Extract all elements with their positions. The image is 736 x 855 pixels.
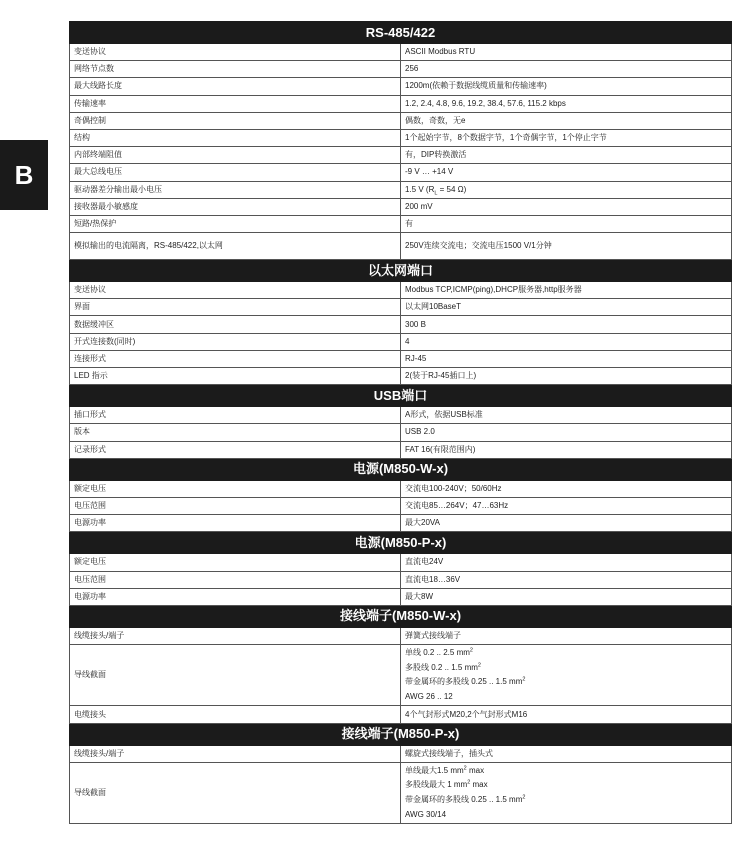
spec-label: 线缆接头/端子 <box>70 627 401 644</box>
value-line <box>405 675 727 690</box>
section-terminal-w <box>70 605 732 723</box>
spec-label: 电压范围 <box>70 497 401 514</box>
spec-value: 4 <box>401 333 732 350</box>
value-superscript: 2 <box>463 765 467 772</box>
spec-label: 界面 <box>70 299 401 316</box>
spec-label: 连接形式 <box>70 350 401 367</box>
value-superscript: 2 <box>467 779 471 786</box>
spec-value: 有 <box>401 215 732 232</box>
spec-value: 1.2, 2.4, 4.8, 9.6, 19.2, 38.4, 57.6, 115.2 kbps <box>401 95 732 112</box>
spec-value: Modbus TCP,ICMP(ping),DHCP服务器,http服务器 <box>401 282 732 299</box>
value-line <box>405 646 727 661</box>
value-line <box>405 778 727 793</box>
section-title-rs485: RS-485/422 <box>70 22 732 44</box>
section-ethernet <box>70 260 732 385</box>
spec-label: 变送协议 <box>70 44 401 61</box>
spec-value-multiline <box>401 645 732 706</box>
spec-label: 导线截面 <box>70 762 401 823</box>
value-text: 单线 0.2 .. 2.5 mm <box>405 648 470 658</box>
spec-table <box>69 21 732 824</box>
spec-label: 开式连接数(同时) <box>70 333 401 350</box>
spec-value: 200 mV <box>401 198 732 215</box>
spec-value: 偶数，奇数，无e <box>401 112 732 129</box>
spec-label: 内部终端阻值 <box>70 147 401 164</box>
section-title-ethernet: 以太网端口 <box>70 260 732 282</box>
section-title-terminal-p: 接线端子(M850-P-x) <box>70 723 732 745</box>
value-text: 单线最大1.5 mm <box>405 765 464 775</box>
spec-value: A形式，依据USB标准 <box>401 407 732 424</box>
spec-value: 2(装于RJ-45插口上) <box>401 368 732 385</box>
section-power-p <box>70 532 732 606</box>
section-power-w <box>70 458 732 532</box>
spec-value: 256 <box>401 61 732 78</box>
value-line <box>405 690 727 705</box>
spec-label: 变送协议 <box>70 282 401 299</box>
spec-label: 数据缓冲区 <box>70 316 401 333</box>
value-line <box>405 808 727 823</box>
section-title-power-p: 电源(M850-P-x) <box>70 532 732 554</box>
spec-value: 最大20VA <box>401 515 732 532</box>
spec-value: 1200m(依赖于数据线缆质量和传输速率) <box>401 78 732 95</box>
spec-value: 交流电100-240V；50/60Hz <box>401 480 732 497</box>
value-text: max <box>466 765 485 775</box>
spec-value: USB 2.0 <box>401 424 732 441</box>
spec-label: 线缆接头/端子 <box>70 745 401 762</box>
section-usb <box>70 385 732 459</box>
spec-label: LED 指示 <box>70 368 401 385</box>
spec-value: 最大8W <box>401 588 732 605</box>
spec-value: FAT 16(有限范围内) <box>401 441 732 458</box>
spec-value <box>401 181 732 198</box>
section-title-power-w: 电源(M850-W-x) <box>70 458 732 480</box>
spec-label: 额定电压 <box>70 480 401 497</box>
value-text: 多股线最大 1 mm <box>405 780 468 790</box>
spec-value: 弹簧式接线端子 <box>401 627 732 644</box>
section-title-usb: USB端口 <box>70 385 732 407</box>
spec-label: 驱动器差分输出最小电压 <box>70 181 401 198</box>
spec-value: -9 V … +14 V <box>401 164 732 181</box>
spec-label: 电源功率 <box>70 515 401 532</box>
spec-value: 4个气封形式M20,2个气封形式M16 <box>401 706 732 723</box>
spec-value: ASCII Modbus RTU <box>401 44 732 61</box>
spec-label: 额定电压 <box>70 554 401 571</box>
spec-value-multiline <box>401 762 732 823</box>
value-text: AWG 26 .. 12 <box>405 691 453 701</box>
spec-label: 奇偶控制 <box>70 112 401 129</box>
spec-label: 导线截面 <box>70 645 401 706</box>
value-text: = 54 Ω) <box>437 184 467 194</box>
spec-label: 记录形式 <box>70 441 401 458</box>
spec-value: 直流电18…36V <box>401 571 732 588</box>
value-text: 多股线 0.2 .. 1.5 mm <box>405 662 478 672</box>
value-line <box>405 661 727 676</box>
spec-label: 电压范围 <box>70 571 401 588</box>
section-tab-marker: B <box>0 140 48 210</box>
value-text: 1.5 V (R <box>405 184 435 194</box>
spec-label: 版本 <box>70 424 401 441</box>
spec-label: 网络节点数 <box>70 61 401 78</box>
spec-value: 300 B <box>401 316 732 333</box>
value-superscript: 2 <box>477 662 481 668</box>
value-subscript: L <box>434 190 438 197</box>
spec-value: 直流电24V <box>401 554 732 571</box>
spec-value: 有，DIP转换激活 <box>401 147 732 164</box>
spec-label: 电源功率 <box>70 588 401 605</box>
spec-value: 交流电85…264V；47…63Hz <box>401 497 732 514</box>
value-superscript: 2 <box>522 676 526 683</box>
value-text: 带金属环的多股线 0.25 .. 1.5 mm <box>405 795 523 804</box>
spec-label: 最大总线电压 <box>70 164 401 181</box>
value-line <box>405 764 727 779</box>
spec-label: 电缆接头 <box>70 706 401 723</box>
spec-value: 以太网10BaseT <box>401 299 732 316</box>
spec-label: 短路/热保护 <box>70 215 401 232</box>
spec-value: RJ-45 <box>401 350 732 367</box>
spec-label: 结构 <box>70 129 401 146</box>
value-text: 带金属环的多股线 0.25 .. 1.5 mm <box>405 677 523 687</box>
value-line <box>405 793 727 808</box>
spec-label: 模拟输出的电流隔离，RS-485/422,以太网 <box>70 233 401 260</box>
spec-value: 1个起始字节，8个数据字节，1个奇偶字节，1个停止字节 <box>401 129 732 146</box>
value-text: AWG 30/14 <box>405 809 447 819</box>
spec-label: 传输速率 <box>70 95 401 112</box>
spec-label: 最大线路长度 <box>70 78 401 95</box>
section-rs485 <box>70 22 732 260</box>
spec-value: 250V连续交流电；交流电压1500 V/1分钟 <box>401 233 732 260</box>
spec-value: 螺旋式接线端子，插头式 <box>401 745 732 762</box>
value-superscript: 2 <box>522 794 526 801</box>
value-text: max <box>470 780 488 790</box>
value-superscript: 2 <box>469 647 473 654</box>
section-title-terminal-w: 接线端子(M850-W-x) <box>70 605 732 627</box>
spec-label: 接收器最小敏感度 <box>70 198 401 215</box>
spec-label: 插口形式 <box>70 407 401 424</box>
section-terminal-p <box>70 723 732 824</box>
